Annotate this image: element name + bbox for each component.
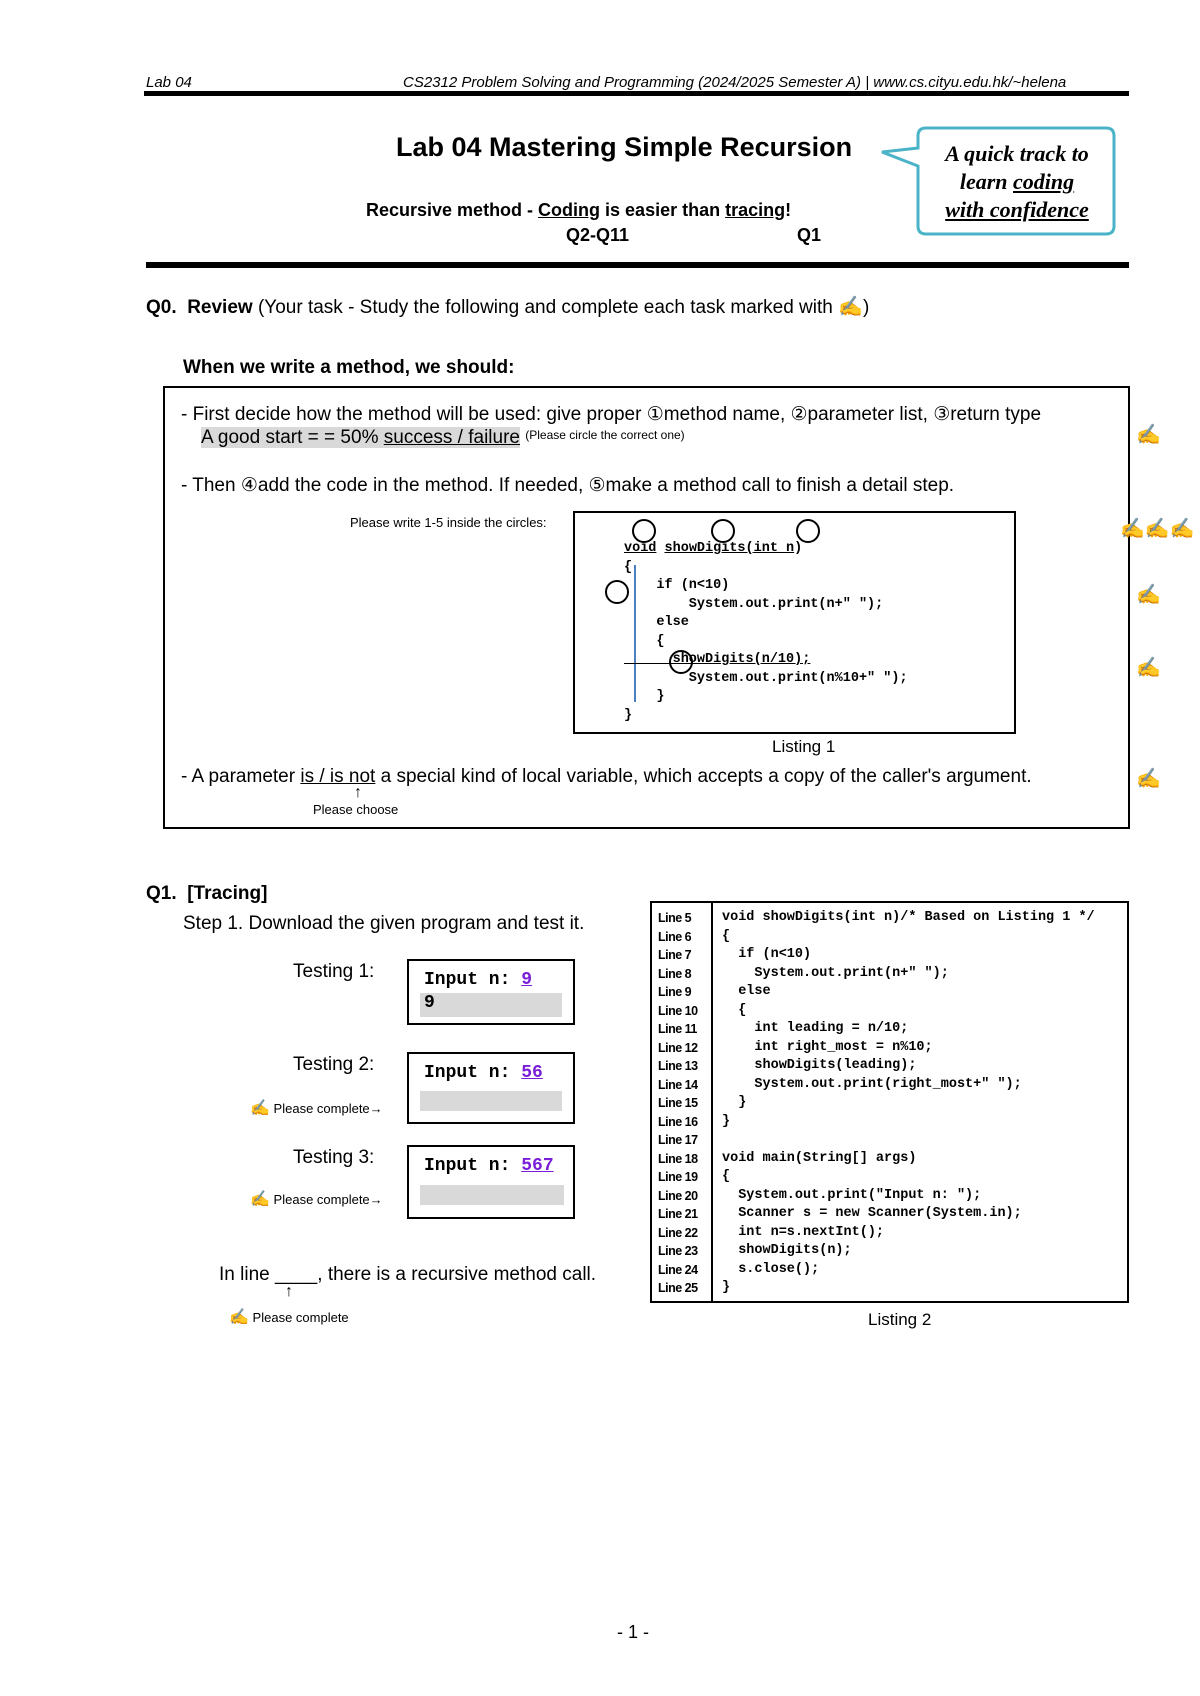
- q1-step-1: Step 1. Download the given program and test it.: [183, 913, 585, 934]
- listing-2-code-line: void main(String[] args): [722, 1150, 917, 1166]
- q0-intro: When we write a method, we should:: [183, 357, 515, 378]
- testing-1-output: 9: [420, 993, 562, 1017]
- title-q-right: Q1: [797, 225, 822, 245]
- listing-1-line: }: [624, 707, 633, 723]
- listing-2-code-line: else: [722, 984, 771, 999]
- listing-2-code-line: System.out.print(n+" ");: [722, 965, 949, 981]
- listing-2-line-number: Line 15: [658, 1096, 698, 1110]
- listing-1-line: {: [624, 633, 665, 649]
- listing-2-divider: [711, 903, 713, 1301]
- title-q-left: Q2-Q11: [566, 225, 630, 245]
- listing-2-line-number: Line 21: [658, 1207, 698, 1221]
- q0-heading: Q0. Review (Your task - Study the following and complete each task marked with ✍): [146, 296, 870, 318]
- listing-2-line-number: Line 17: [658, 1133, 698, 1147]
- listing-1-line: {: [624, 559, 633, 575]
- q1-heading: Q1. [Tracing]: [146, 883, 268, 904]
- listing-1-caption: Listing 1: [772, 737, 836, 756]
- recursive-call-question: In line ____, there is a recursive method call.: [219, 1264, 597, 1285]
- listing-2-code-line: {: [722, 928, 731, 944]
- listing-2-line-number: Line 25: [658, 1281, 698, 1295]
- pencil-icon: ✍: [229, 1309, 249, 1326]
- circles-note: Please write 1-5 inside the circles:: [350, 515, 547, 530]
- header-right: CS2312 Problem Solving and Programming (2024/2025 Semester A) | www.cs.cityu.edu.hk/~helena: [403, 74, 1067, 91]
- testing-3-please-complete: ✍ Please complete→: [250, 1191, 383, 1208]
- listing-2-code-line: {: [722, 1169, 731, 1184]
- page-number: - 1 -: [617, 1622, 650, 1642]
- recursive-line-blank[interactable]: ____: [274, 1264, 318, 1285]
- listing-2-code-line: s.close();: [722, 1261, 820, 1277]
- please-choose: Please choose: [313, 802, 399, 817]
- listing-2-code-line: [722, 1131, 1122, 1150]
- listing-2-code-line: System.out.print("Input n: ");: [722, 1187, 982, 1203]
- listing-2-code-line: }: [722, 1280, 731, 1295]
- q0-bullet-2: - Then ④add the code in the method. If needed, ⑤make a method call to finish a detail step.: [181, 475, 955, 496]
- callout-text: A quick track to learn coding with confidence: [945, 141, 1089, 222]
- listing-2-line-number: Line 23: [658, 1244, 698, 1258]
- is-is-not-choice[interactable]: is / is not: [300, 766, 376, 787]
- page-title: Lab 04 Mastering Simple Recursion: [396, 132, 853, 162]
- pencil-icon: ✍: [1136, 768, 1161, 790]
- listing-2-code-line: void showDigits(int n)/* Based on Listing 1 */: [722, 910, 1095, 925]
- testing-2-label: Testing 2:: [293, 1054, 375, 1075]
- up-arrow-icon: ↑: [285, 1283, 293, 1300]
- listing-2-code-line: int leading = n/10;: [722, 1021, 909, 1036]
- listing-1-line: }: [624, 689, 665, 704]
- testing-3-output-field[interactable]: [420, 1185, 564, 1205]
- listing-1-line: showDigits(n/10);: [624, 652, 811, 667]
- listing-2-line-number: Line 9: [658, 985, 692, 999]
- listing-2-code-line: if (n<10): [722, 947, 812, 962]
- listing-2-line-number: Line 5: [658, 911, 692, 925]
- testing-3-label: Testing 3:: [293, 1147, 375, 1168]
- q0-bullet-1b: A good start = = 50% success / failure $^{(Please circle the correct one)}$: [201, 427, 685, 448]
- listing-2-line-number: Line 20: [658, 1188, 698, 1203]
- listing-1-line: System.out.print(n%10+" ");: [624, 670, 908, 686]
- listing-2-line-numbers: [658, 909, 710, 1299]
- pencil-icon: ✍: [1136, 424, 1161, 446]
- pencil-icon: ✍: [1136, 584, 1161, 606]
- header-left: Lab 04: [146, 74, 192, 91]
- testing-2-output-field[interactable]: [420, 1091, 562, 1111]
- listing-1-line: System.out.print(n+" ");: [624, 596, 884, 612]
- listing-2-code-line: showDigits(leading);: [722, 1058, 917, 1073]
- listing-2-code-line: {: [722, 1002, 747, 1018]
- listing-2-code-line: showDigits(n);: [722, 1243, 852, 1258]
- listing-2-line-number: Line 18: [658, 1151, 698, 1166]
- pencil-icon: ✍: [250, 1191, 270, 1208]
- pencil-icon: ✍: [838, 296, 864, 318]
- q0-bullet-3: - A parameter is / is not a special kind of local variable, which accepts a copy of the caller's argument.: [181, 766, 1032, 787]
- listing-2-code-line: System.out.print(right_most+" ");: [722, 1076, 1022, 1092]
- listing-2-code: [722, 909, 1122, 1299]
- listing-2-line-number: Line 24: [658, 1262, 698, 1277]
- listing-2-line-number: Line 19: [658, 1170, 698, 1184]
- listing-2-line-number: Line 10: [658, 1003, 698, 1018]
- listing-2-line-number: Line 12: [658, 1040, 698, 1055]
- q0-bullet-1: - First decide how the method will be used: give proper ①method name, ②parameter list, ③return type: [181, 404, 1042, 425]
- listing-2-line-number: Line 22: [658, 1225, 698, 1240]
- listing-2-line-number: Line 11: [658, 1022, 697, 1036]
- title-rule: [146, 262, 1129, 268]
- success-failure-choice[interactable]: success / failure: [383, 427, 520, 448]
- listing-2-line-number: Line 13: [658, 1059, 698, 1073]
- listing-2-code-line: }: [722, 1113, 731, 1129]
- listing-2-code-line: int right_most = n%10;: [722, 1039, 933, 1055]
- listing-2-line-number: Line 14: [658, 1077, 698, 1092]
- listing-1-line: else: [624, 615, 689, 630]
- testing-1-input: Input n: 9: [424, 970, 533, 990]
- listing-2-line-number: Line 8: [658, 966, 692, 981]
- testing-2-please-complete: ✍ Please complete→: [250, 1100, 383, 1117]
- pencil-icon-triple: ✍✍✍: [1120, 518, 1195, 540]
- pencil-icon: ✍: [1136, 657, 1161, 679]
- listing-2-line-number: Line 6: [658, 929, 692, 944]
- listing-2-code-line: int n=s.nextInt();: [722, 1224, 885, 1240]
- listing-2-line-number: Line 16: [658, 1114, 698, 1129]
- q1-please-complete: ✍ Please complete: [229, 1309, 349, 1326]
- listing-2-code-line: Scanner s = new Scanner(System.in);: [722, 1206, 1022, 1221]
- listing-1-line: if (n<10): [624, 578, 730, 593]
- up-arrow-icon: ↑: [354, 784, 362, 801]
- testing-1-label: Testing 1:: [293, 961, 375, 982]
- header-rule: [144, 91, 1129, 96]
- testing-2-input: Input n: 56: [424, 1063, 543, 1083]
- listing-2-caption: Listing 2: [868, 1310, 932, 1329]
- listing-2-code-line: }: [722, 1095, 747, 1110]
- testing-3-input: Input n: 567: [424, 1156, 554, 1176]
- listing-2-line-number: Line 7: [658, 948, 692, 962]
- listing-1-code: void showDigits(int n) { if (n<10) System.out.print(n+" "); else { showDigits(n/10); System.out.print(n%10+" "); } }: [624, 540, 1004, 730]
- title-subtitle: Recursive method - Coding is easier than tracing!: [366, 200, 792, 220]
- pencil-icon: ✍: [250, 1100, 270, 1117]
